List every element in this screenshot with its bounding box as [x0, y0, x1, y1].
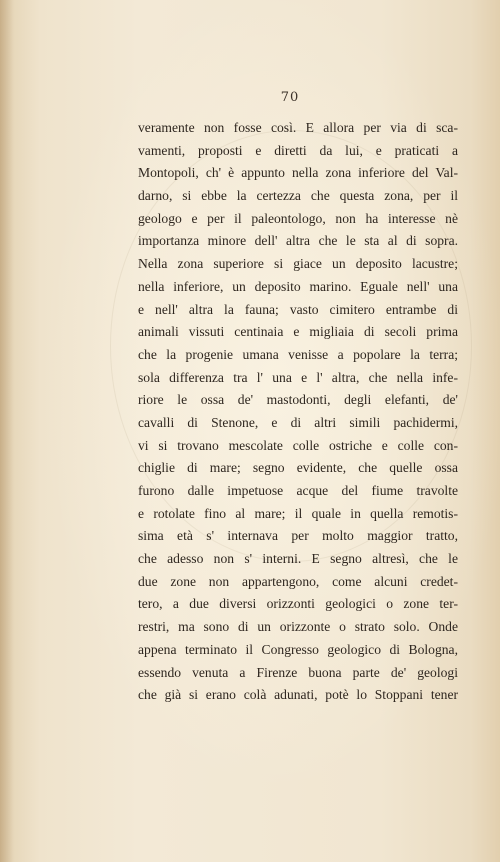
- text-line: darno, si ebbe la certezza che questa zona, per il: [138, 188, 458, 204]
- text-line: animali vissuti centinaia e migliaia di secoli prima: [138, 324, 458, 340]
- text-line: Nella zona superiore si giace un deposito lacustre;: [138, 256, 458, 272]
- page-number: 70: [280, 90, 300, 105]
- text-line: due zone non appartengono, come alcuni credet-: [138, 573, 458, 589]
- text-line: tero, a due diversi orizzonti geologici o zone ter-: [138, 596, 458, 612]
- text-line: vi si trovano mescolate colle ostriche e colle con-: [138, 437, 458, 453]
- body-text: [138, 117, 458, 707]
- text-line: furono dalle impetuose acque del fiume travolte: [138, 483, 458, 498]
- text-line: che già si erano colà adunati, potè lo Stoppani tener: [138, 687, 458, 703]
- text-line: cavalli di Stenone, e di altri simili pachidermi,: [138, 414, 458, 430]
- text-line: nella inferiore, un deposito marino. Eguale nell' una: [138, 278, 458, 294]
- text-line: sola differenza tra l' una e l' altra, che nella infe-: [138, 369, 458, 385]
- text-line: appena terminato il Congresso geologico di Bologna,: [138, 641, 458, 657]
- text-line: che la progenie umana venisse a popolare la terra;: [138, 346, 458, 362]
- text-line: vamenti, proposti e diretti da lui, e praticati a: [138, 142, 458, 158]
- text-line: e rotolate fino al mare; il quale in quella remotis-: [138, 505, 458, 521]
- text-line: importanza minore dell' altra che le sta al di sopra.: [138, 233, 458, 249]
- text-line: Montopoli, ch' è appunto nella zona inferiore del Val-: [138, 165, 458, 181]
- page-edge-shadow: [0, 0, 14, 862]
- text-line: sima età s' internava per molto maggior tratto,: [138, 528, 458, 544]
- text-line: riore le ossa de' mastodonti, degli elefanti, de': [138, 392, 458, 408]
- text-line: essendo venuta a Firenze buona parte de' geologi: [138, 664, 458, 680]
- text-line: e nell' altra la fauna; vasto cimitero entrambe di: [138, 301, 458, 317]
- text-line: chiglie di mare; segno evidente, che quelle ossa: [138, 460, 458, 476]
- text-line: restri, ma sono di un orizzonte o strato solo. Onde: [138, 619, 458, 635]
- text-line: che adesso non s' interni. E segno altresì, che le: [138, 551, 458, 567]
- text-line: geologo e per il paleontologo, non ha interesse nè: [138, 210, 458, 226]
- text-line: veramente non fosse così. E allora per via di sca-: [138, 120, 458, 135]
